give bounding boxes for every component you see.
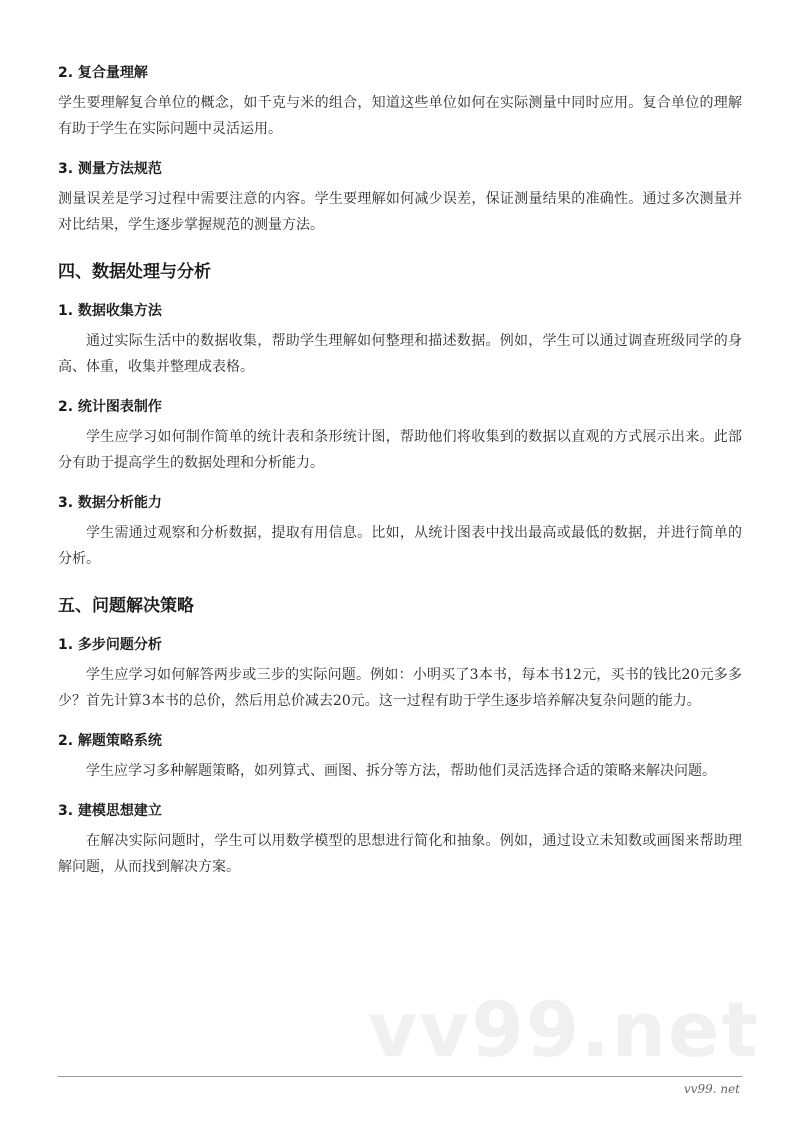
item-title-solving-strategies: 2. 解题策略系统: [58, 733, 162, 749]
item-title-data-analysis-skill: 3. 数据分析能力: [58, 495, 162, 511]
item-text-multistep-problems: 学生应学习如何解答两步或三步的实际问题。例如：小明买了3本书，每本书12元，买书的钱比20元多多少？首先计算3本书的总价，然后用总价减去20元。这一过程有助于学生逐步培养解决复杂问题的能力。: [58, 667, 742, 709]
item-text-solving-strategies: 学生应学习多种解题策略，如列算式、画图、拆分等方法，帮助他们灵活选择合适的策略来解决问题。: [86, 763, 716, 779]
item-title-multistep-problems: 1. 多步问题分析: [58, 637, 162, 653]
item-title-measurement-methods: 3. 测量方法规范: [58, 161, 162, 177]
item-title-data-collection: 1. 数据收集方法: [58, 303, 162, 319]
item-title-chart-making: 2. 统计图表制作: [58, 399, 162, 415]
section-title-data-analysis: 四、数据处理与分析: [58, 262, 211, 282]
footer-site-label: vv99. net: [683, 1082, 740, 1096]
item-text-chart-making: 学生应学习如何制作简单的统计表和条形统计图，帮助他们将收集到的数据以直观的方式展示出来。此部分有助于提高学生的数据处理和分析能力。: [58, 429, 742, 471]
item-text-compound-quantity: 学生要理解复合单位的概念，如千克与米的组合，知道这些单位如何在实际测量中同时应用。复合单位的理解有助于学生在实际问题中灵活运用。: [58, 95, 742, 137]
item-title-compound-quantity: 2. 复合量理解: [58, 65, 148, 81]
item-text-data-analysis-skill: 学生需通过观察和分析数据，提取有用信息。比如，从统计图表中找出最高或最低的数据，并进行简单的分析。: [58, 525, 742, 567]
item-text-data-collection: 通过实际生活中的数据收集，帮助学生理解如何整理和描述数据。例如，学生可以通过调查班级同学的身高、体重，收集并整理成表格。: [58, 333, 742, 375]
document-page: [58, 60, 742, 880]
item-title-modeling-thinking: 3. 建模思想建立: [58, 803, 162, 819]
watermark: vv99.net: [368, 985, 760, 1074]
item-text-modeling-thinking: 在解决实际问题时，学生可以用数学模型的思想进行简化和抽象。例如，通过设立未知数或画图来帮助理解问题，从而找到解决方案。: [58, 833, 742, 875]
footer-divider: [58, 1076, 742, 1077]
item-text-measurement-methods: 测量误差是学习过程中需要注意的内容。学生要理解如何减少误差，保证测量结果的准确性。通过多次测量并对比结果，学生逐步掌握规范的测量方法。: [58, 191, 742, 233]
section-title-problem-solving: 五、问题解决策略: [58, 596, 194, 616]
